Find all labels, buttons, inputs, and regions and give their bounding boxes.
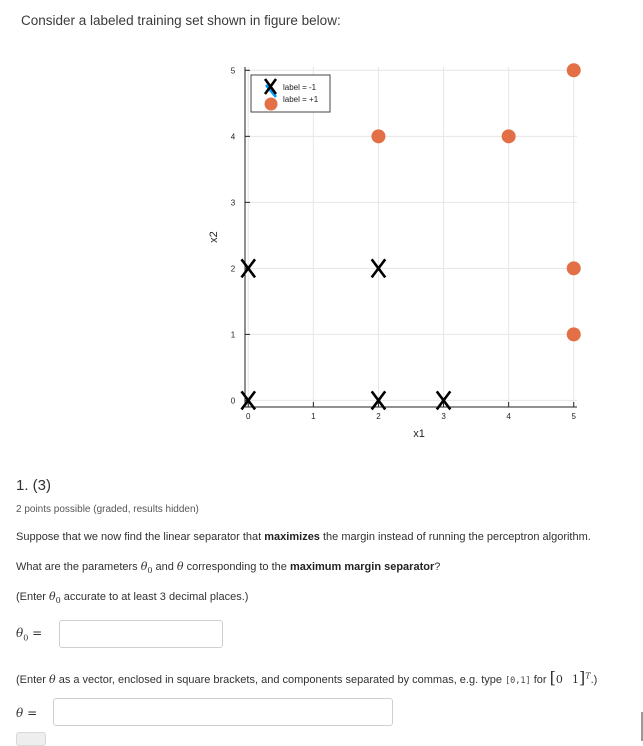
intro-text: Consider a labeled training set shown in figure below: (21, 13, 341, 28)
point-pos-2 (371, 129, 385, 143)
question-line-1 (16, 531, 591, 543)
transpose-symbol: T (585, 671, 591, 681)
legend-label-pos: label = +1 (283, 95, 319, 104)
y-axis-label: x2 (208, 231, 220, 243)
q2-bold: maximum margin separator (289, 561, 435, 573)
theta0-input-label (16, 626, 42, 642)
example-code: [0,1] (505, 676, 531, 686)
y-tick-label-5: 5 (230, 66, 236, 76)
q1-text-c: the margin instead of running the perceptron algorithm. (319, 531, 591, 543)
q4-text-c: for (530, 674, 550, 686)
question-line-4 (16, 668, 597, 687)
theta-input-label (16, 706, 37, 720)
q1-bold: maximizes (264, 531, 320, 543)
y-tick-label-0: 0 (230, 396, 236, 406)
plot-legend (251, 75, 330, 112)
theta0-subscript-2: 0 (55, 596, 61, 606)
x-axis-label: x1 (413, 428, 425, 440)
vector-component-1: 1 (572, 673, 580, 686)
x-tick-label-5: 5 (571, 412, 576, 421)
plot-ticks (231, 66, 577, 421)
legend-label-neg: label = -1 (283, 83, 317, 92)
theta0-input[interactable] (59, 620, 223, 648)
point-pos-4 (567, 63, 581, 77)
plot-marks (242, 63, 580, 408)
vector-left-bracket: [ (549, 668, 556, 687)
q2-text-c: corresponding to the (183, 561, 290, 573)
x-tick-label-2: 2 (376, 412, 381, 421)
y-tick-label-3: 3 (230, 198, 236, 208)
q2-text-a: What are the parameters (16, 561, 141, 573)
x-tick-label-0: 0 (246, 412, 251, 421)
point-pos-0 (567, 327, 581, 341)
theta0-symbol-2: θ (49, 590, 56, 603)
x-tick-label-4: 4 (506, 412, 511, 421)
q3-text-a: (Enter (16, 591, 50, 603)
theta0-symbol: θ (140, 560, 148, 573)
scatter-plot (195, 55, 595, 445)
vector-component-0: 0 (555, 673, 563, 686)
theta-symbol: θ (176, 560, 184, 573)
submit-button[interactable] (16, 732, 46, 746)
theta-symbol-2: θ (49, 673, 56, 686)
theta0-label-symbol: θ (16, 626, 24, 640)
legend-marker-pos (265, 98, 278, 111)
x-tick-label-3: 3 (441, 412, 446, 421)
q2-text-b: and (152, 561, 177, 573)
q2-text-e: ? (434, 561, 441, 573)
q4-text-d: .) (590, 674, 598, 686)
theta0-label-sub: 0 (23, 633, 29, 643)
question-line-2 (16, 560, 440, 575)
problem-title: 1. (3) (16, 477, 52, 494)
y-tick-label-1: 1 (230, 330, 236, 340)
vector-right-bracket: ] (579, 668, 586, 687)
theta0-subscript: 0 (147, 566, 153, 576)
plot-grid (245, 67, 577, 407)
problem-meta: 2 points possible (graded, results hidden) (16, 504, 199, 515)
question-line-3 (16, 590, 248, 605)
theta-equals: = (27, 706, 38, 720)
theta-label-symbol: θ (16, 706, 24, 720)
q3-text-b: accurate to at least 3 decimal places.) (60, 591, 249, 603)
theta-input[interactable] (53, 698, 393, 726)
legend-box (251, 75, 330, 112)
point-pos-3 (502, 129, 516, 143)
x-tick-label-1: 1 (311, 412, 316, 421)
q4-text-a: (Enter (16, 674, 50, 686)
plot-axes (245, 67, 577, 407)
theta0-equals: = (32, 626, 43, 640)
y-tick-label-2: 2 (230, 264, 236, 274)
q4-text-b: as a vector, enclosed in square brackets, and components separated by commas, e.g. type (55, 674, 506, 686)
point-pos-1 (567, 261, 581, 275)
y-tick-label-4: 4 (230, 132, 236, 142)
q1-text-a: Suppose that we now find the linear separator that (16, 531, 265, 543)
